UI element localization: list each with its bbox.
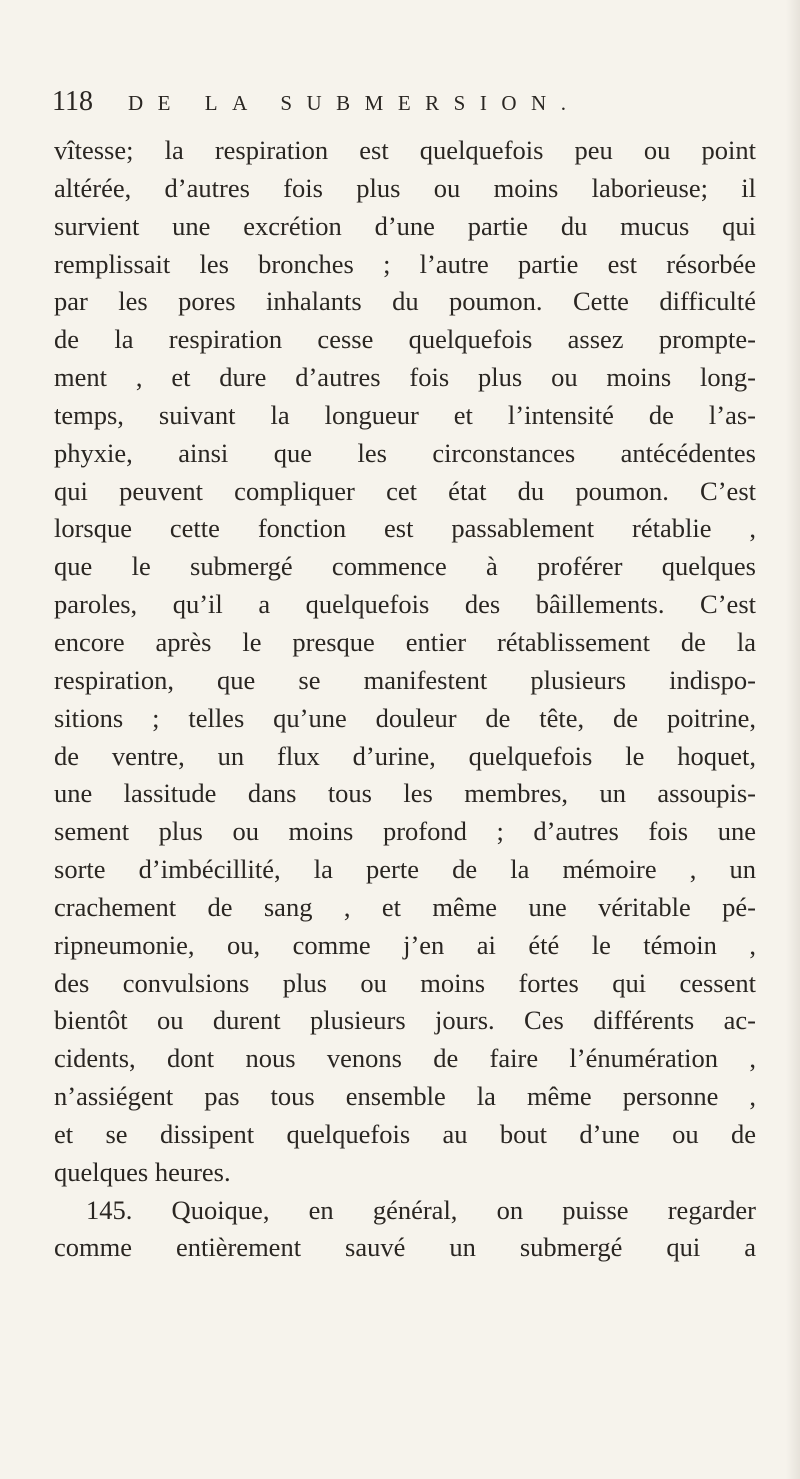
body-text: [54, 132, 756, 1267]
text-line: encore après le presque entier rétablissement de la: [54, 626, 756, 657]
text-line: crachement de sang , et même une véritable pé-: [54, 891, 756, 922]
text-line: phyxie, ainsi que les circonstances antécédentes: [54, 437, 756, 468]
text-line: que le submergé commence à proférer quelques: [54, 551, 756, 582]
text-line: temps, suivant la longueur et l’intensité de l’as-: [54, 399, 756, 430]
numbered-paragraph-start: 145. Quoique, en général, on puisse regarder: [86, 1194, 756, 1225]
text-line: des convulsions plus ou moins fortes qui cessent: [54, 967, 756, 998]
text-line: lorsque cette fonction est passablement rétablie ,: [54, 513, 756, 544]
text-line: respiration, que se manifestent plusieurs indispo-: [54, 664, 756, 695]
text-line: ment , et dure d’autres fois plus ou moins long-: [54, 362, 756, 393]
text-line: vîtesse; la respiration est quelquefois peu ou point: [54, 135, 756, 165]
page-number: 118: [52, 86, 93, 117]
text-line: par les pores inhalants du poumon. Cette difficulté: [54, 286, 756, 317]
text-line: qui peuvent compliquer cet état du poumon. C’est: [54, 475, 756, 506]
text-line: comme entièrement sauvé un submergé qui a: [54, 1232, 756, 1263]
text-line: survient une excrétion d’une partie du mucus qui: [54, 210, 756, 241]
text-line: une lassitude dans tous les membres, un assoupis-: [54, 778, 756, 809]
text-line: remplissait les bronches ; l’autre partie est résorbée: [54, 248, 756, 279]
running-head: [52, 86, 752, 126]
page-edge-shadow: [786, 0, 800, 1479]
paragraph-end-line: quelques heures.: [54, 1156, 231, 1187]
text-line: et se dissipent quelquefois au bout d’une ou de: [54, 1118, 756, 1149]
text-line: sorte d’imbécillité, la perte de la mémoire , un: [54, 854, 756, 885]
running-title: DE LA SUBMERSION.: [128, 91, 581, 115]
text-line: de ventre, un flux d’urine, quelquefois le hoquet,: [54, 740, 756, 771]
text-line: ripneumonie, ou, comme j’en ai été le témoin ,: [54, 929, 756, 960]
text-line: paroles, qu’il a quelquefois des bâillements. C’est: [54, 589, 756, 620]
text-line: cidents, dont nous venons de faire l’énumération ,: [54, 1043, 756, 1074]
text-line: sitions ; telles qu’une douleur de tête, de poitrine,: [54, 702, 756, 733]
text-line: altérée, d’autres fois plus ou moins laborieuse; il: [54, 172, 756, 203]
text-line: n’assiégent pas tous ensemble la même personne ,: [54, 1081, 756, 1112]
text-line: sement plus ou moins profond ; d’autres fois une: [54, 816, 756, 847]
text-line: de la respiration cesse quelquefois assez prompte-: [54, 324, 756, 355]
text-line: bientôt ou durent plusieurs jours. Ces différents ac-: [54, 1005, 756, 1036]
